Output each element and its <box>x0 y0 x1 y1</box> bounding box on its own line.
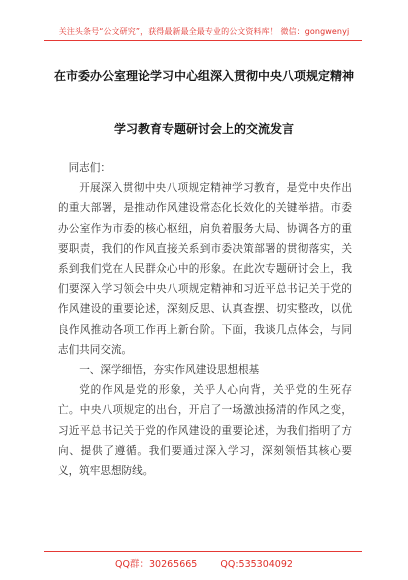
footer-divider <box>44 551 362 552</box>
paragraph-1: 开展深入贯彻中央八项规定精神学习教育，是党中央作出的重大部署，是推动作风建设常态化长效化的关键举措。市委办公室作为市委的核心枢纽，肩负着服务大局、协调各方的重要职责，我们的作风直接关系到市委决策部署的贯彻落实，关系到我们党在人民群众心中的形象。在此次专题研讨会上，我们要深入学习领会中央八项规定精神和习近平总书记关于党的作风建设的重要论述，深刻反思、认真查摆、切实整改，以优良作风推动各项工作再上新台阶。下面，我谈几点体会，与同志们共同交流。 <box>58 182 352 356</box>
footer-qq-group: QQ群：30265665 <box>115 559 198 570</box>
footer-qq: QQ:535304092 <box>220 559 293 570</box>
footer-contact <box>0 556 408 570</box>
document-body <box>58 158 352 481</box>
header-notice: 关注头条号“公文研究”，获得最新最全最专业的公文资料库！ 微信：gongwenyj <box>58 27 350 36</box>
document-title-line-2: 学习教育专题研讨会上的交流发言 <box>113 122 294 136</box>
section-heading-1: 一、深学细悟，夯实作风建设思想根基 <box>79 364 260 377</box>
salutation: 同志们： <box>68 162 111 174</box>
document-title-line-1: 在市委办公室理论学习中心组深入贯彻中央八项规定精神 <box>53 69 354 83</box>
paragraph-2: 党的作风是党的形象，关乎人心向背，关乎党的生死存亡。中央八项规定的出台，开启了一场激浊扬清的作风之变，习近平总书记关于党的作风建设的重要论述，为我们指明了方向、提供了遵循。我们要通过深入学习，深刻领悟其核心要义，筑牢思想防线。 <box>58 384 352 478</box>
header-divider <box>44 40 362 41</box>
